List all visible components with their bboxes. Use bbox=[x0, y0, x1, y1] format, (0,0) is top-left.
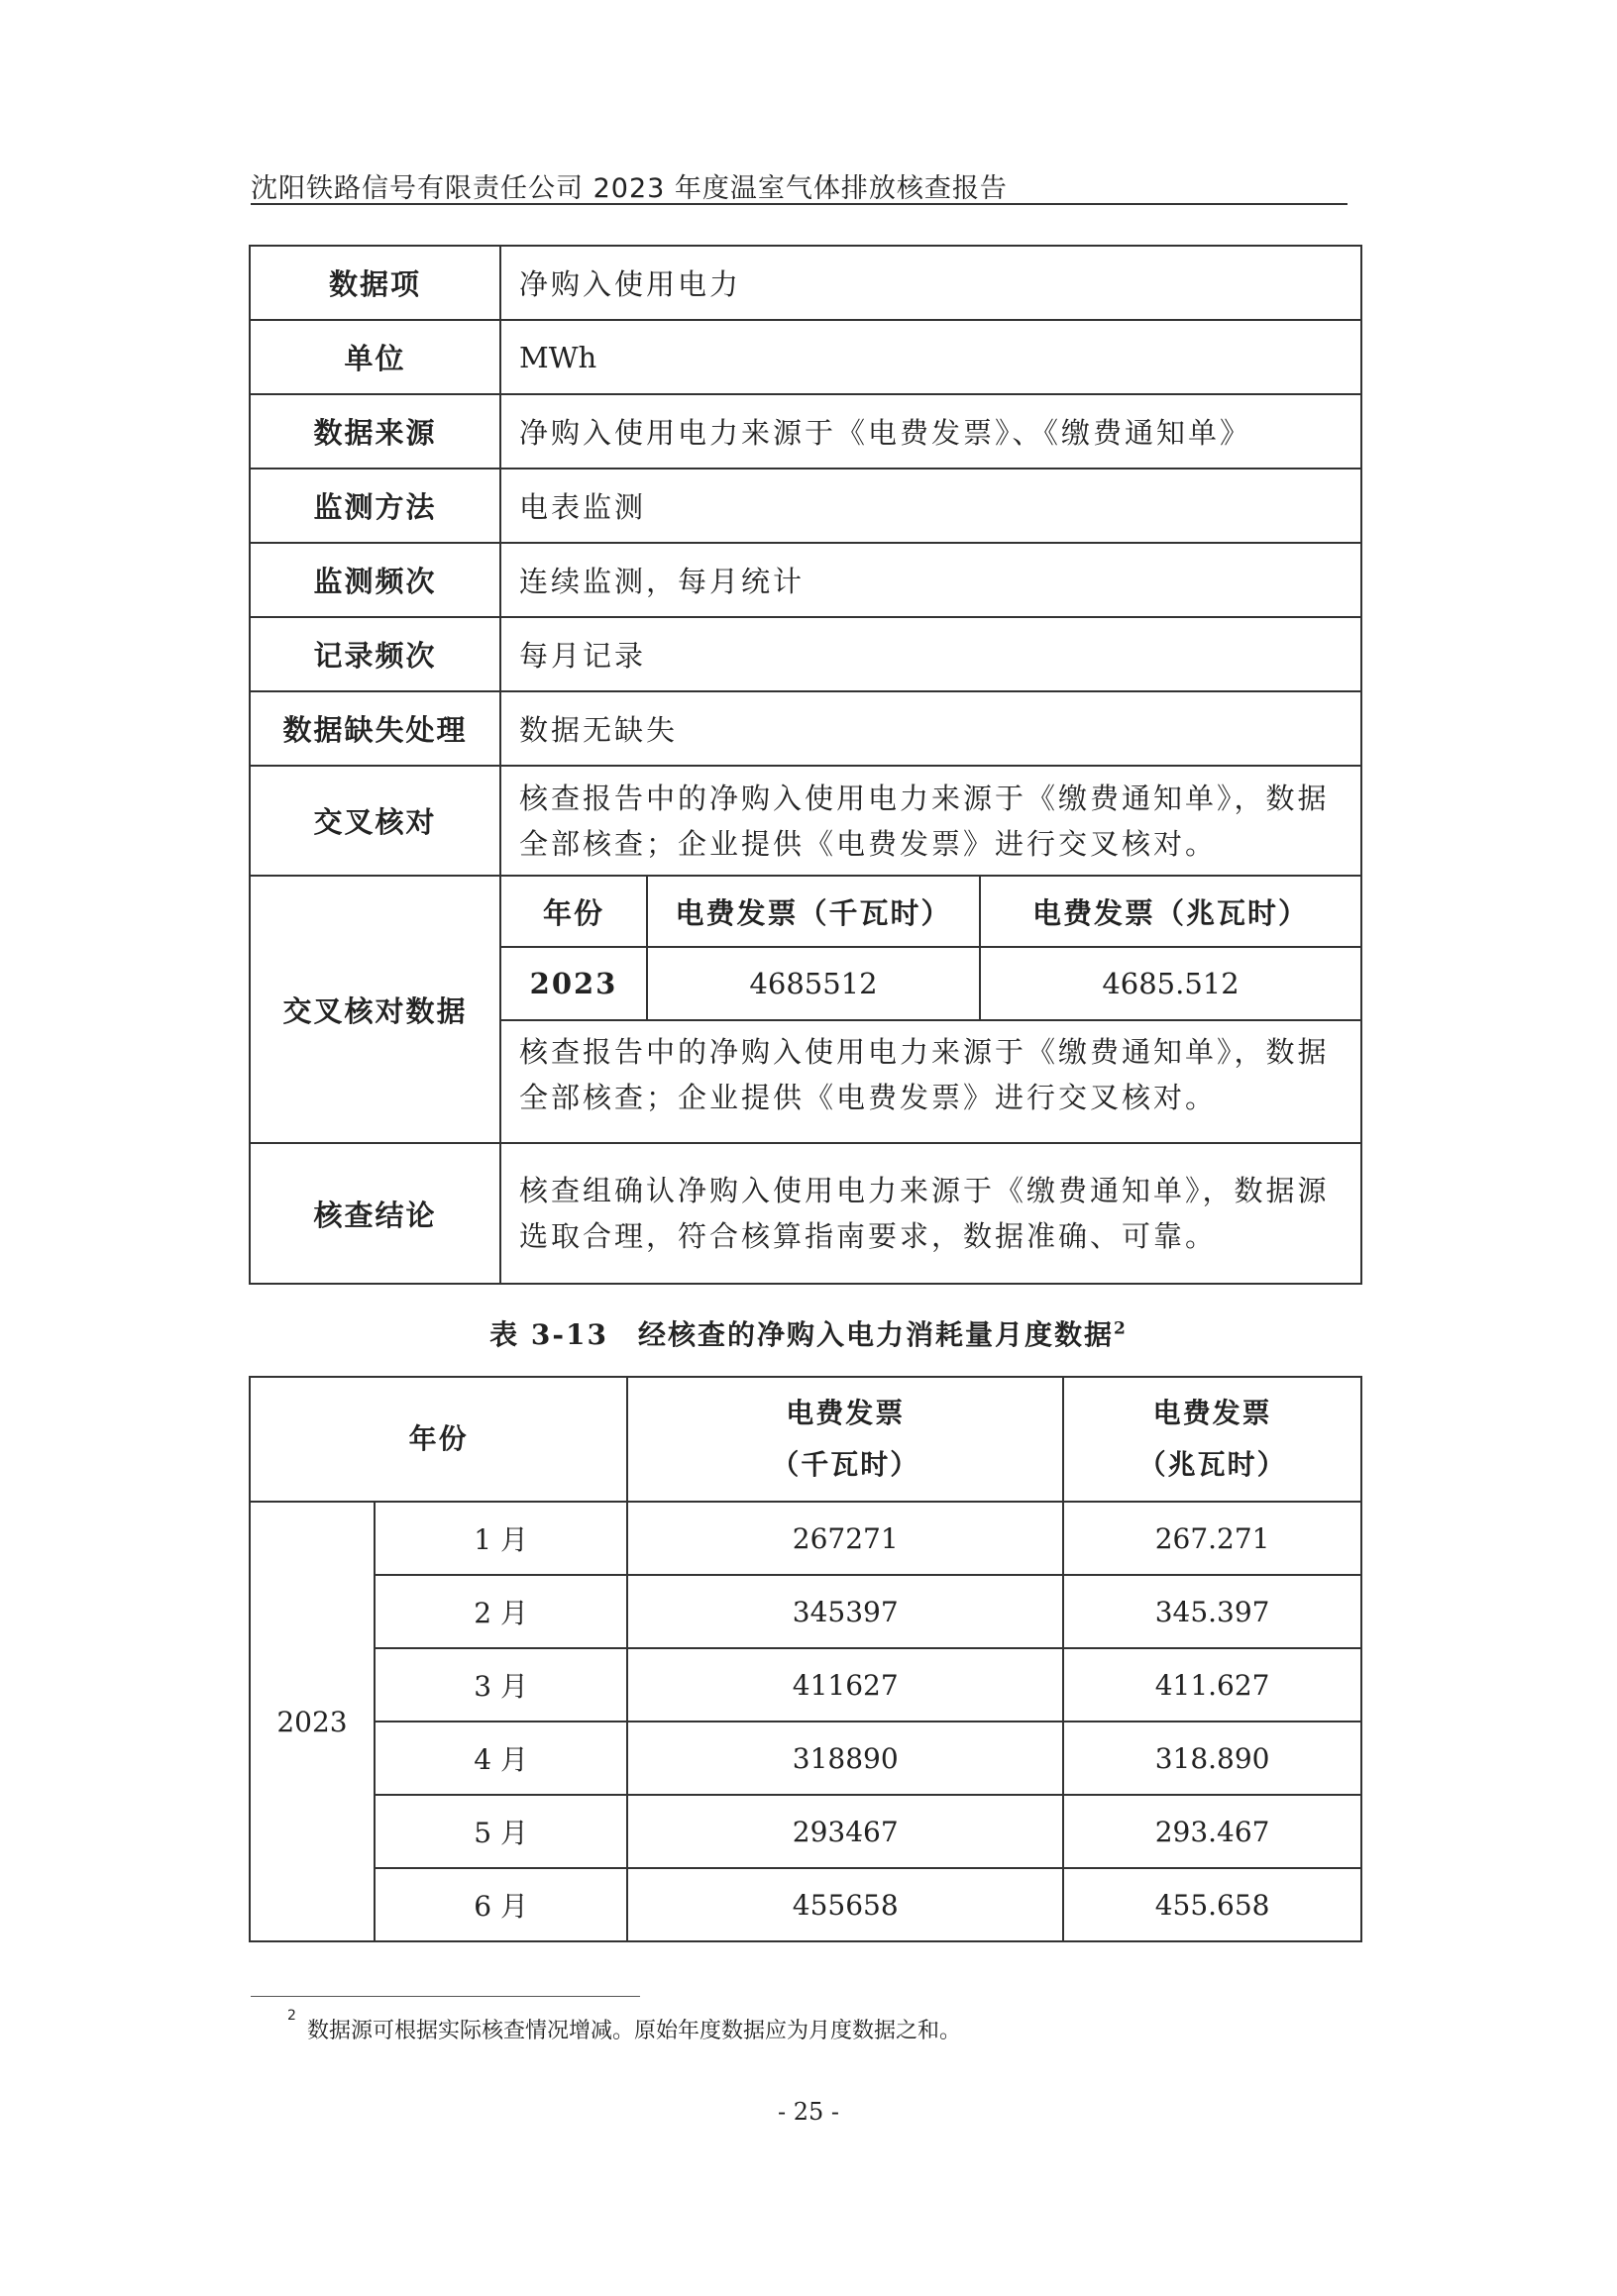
verification-table bbox=[249, 245, 1362, 1285]
row-value: 净购入使用电力 bbox=[500, 246, 1361, 320]
table-row bbox=[250, 876, 1361, 1143]
row-value: 核查报告中的净购入使用电力来源于《缴费通知单》，数据全部核查；企业提供《电费发票》进行交叉核对。 bbox=[500, 766, 1361, 876]
mwh-cell: 267.271 bbox=[1063, 1502, 1361, 1575]
table-row bbox=[250, 691, 1361, 766]
table-row bbox=[250, 394, 1361, 469]
footnote bbox=[287, 2008, 962, 2044]
mwh-cell: 293.467 bbox=[1063, 1795, 1361, 1868]
footnote-divider bbox=[251, 1996, 640, 1997]
header-year: 年份 bbox=[250, 1377, 627, 1502]
table-row bbox=[250, 1868, 1361, 1941]
row-label: 核查结论 bbox=[250, 1143, 500, 1284]
footnote-mark: 2 bbox=[287, 2008, 296, 2024]
mwh-cell: 455.658 bbox=[1063, 1868, 1361, 1941]
row-value: 电表监测 bbox=[500, 469, 1361, 543]
table-row bbox=[250, 1648, 1361, 1722]
page-header-title: 沈阳铁路信号有限责任公司 2023 年度温室气体排放核查报告 bbox=[251, 173, 1008, 204]
table-row bbox=[250, 1575, 1361, 1648]
cell-year: 2023 bbox=[529, 967, 618, 1000]
row-label: 数据缺失处理 bbox=[250, 691, 500, 766]
caption-text: 表 3-13 经核查的净购入电力消耗量月度数据 bbox=[489, 1318, 1114, 1351]
page-number: - 25 - bbox=[777, 2098, 839, 2126]
mwh-cell: 318.890 bbox=[1063, 1722, 1361, 1795]
month-cell: 3 月 bbox=[375, 1648, 627, 1722]
kwh-cell: 318890 bbox=[627, 1722, 1063, 1795]
table-row bbox=[250, 543, 1361, 617]
month-cell: 1 月 bbox=[375, 1502, 627, 1575]
kwh-cell: 411627 bbox=[627, 1648, 1063, 1722]
row-label: 交叉核对 bbox=[250, 766, 500, 876]
row-value: 核查组确认净购入使用电力来源于《缴费通知单》，数据源选取合理，符合核算指南要求，数据准确、可靠。 bbox=[500, 1143, 1361, 1284]
table-row bbox=[250, 1502, 1361, 1575]
year-cell: 2023 bbox=[250, 1502, 375, 1941]
row-label: 数据项 bbox=[250, 246, 500, 320]
mwh-cell: 345.397 bbox=[1063, 1575, 1361, 1648]
kwh-cell: 293467 bbox=[627, 1795, 1063, 1868]
month-cell: 6 月 bbox=[375, 1868, 627, 1941]
row-label: 交叉核对数据 bbox=[250, 876, 500, 1143]
table-row bbox=[250, 1795, 1361, 1868]
table-row bbox=[250, 320, 1361, 394]
header-year: 年份 bbox=[501, 877, 647, 947]
row-value: 每月记录 bbox=[500, 617, 1361, 691]
row-label: 记录频次 bbox=[250, 617, 500, 691]
kwh-cell: 267271 bbox=[627, 1502, 1063, 1575]
row-value: MWh bbox=[500, 320, 1361, 394]
month-cell: 4 月 bbox=[375, 1722, 627, 1795]
monthly-data-table bbox=[249, 1376, 1362, 1942]
kwh-cell: 455658 bbox=[627, 1868, 1063, 1941]
row-value: 净购入使用电力来源于《电费发票》、《缴费通知单》 bbox=[500, 394, 1361, 469]
row-value: 数据无缺失 bbox=[500, 691, 1361, 766]
kwh-cell: 345397 bbox=[627, 1575, 1063, 1648]
table-caption bbox=[0, 1313, 1617, 1353]
footnote-ref: 2 bbox=[1113, 1318, 1128, 1339]
row-label: 单位 bbox=[250, 320, 500, 394]
header-mwh: 电费发票 （兆瓦时） bbox=[1063, 1377, 1361, 1502]
cell-mwh: 4685.512 bbox=[980, 947, 1360, 1020]
table-row bbox=[250, 1722, 1361, 1795]
row-label: 监测方法 bbox=[250, 469, 500, 543]
mwh-cell: 411.627 bbox=[1063, 1648, 1361, 1722]
table-row bbox=[250, 469, 1361, 543]
header-kwh: 电费发票（千瓦时） bbox=[647, 877, 980, 947]
header-mwh: 电费发票（兆瓦时） bbox=[980, 877, 1360, 947]
cross-check-note: 核查报告中的净购入使用电力来源于《缴费通知单》，数据全部核查；企业提供《电费发票》进行交叉核对。 bbox=[501, 1020, 1360, 1134]
table-row bbox=[250, 617, 1361, 691]
header-kwh: 电费发票 （千瓦时） bbox=[627, 1377, 1063, 1502]
row-value: 连续监测，每月统计 bbox=[500, 543, 1361, 617]
month-cell: 5 月 bbox=[375, 1795, 627, 1868]
cross-check-cell bbox=[500, 876, 1361, 1143]
table-row bbox=[250, 1143, 1361, 1284]
cross-check-table bbox=[501, 877, 1360, 1134]
row-label: 数据来源 bbox=[250, 394, 500, 469]
table-header-row bbox=[250, 1377, 1361, 1502]
month-cell: 2 月 bbox=[375, 1575, 627, 1648]
row-label: 监测频次 bbox=[250, 543, 500, 617]
footnote-text: 数据源可根据实际核查情况增减。原始年度数据应为月度数据之和。 bbox=[307, 2019, 962, 2043]
table-row bbox=[250, 766, 1361, 876]
header-divider bbox=[251, 203, 1348, 205]
table-row bbox=[250, 246, 1361, 320]
cell-kwh: 4685512 bbox=[647, 947, 980, 1020]
